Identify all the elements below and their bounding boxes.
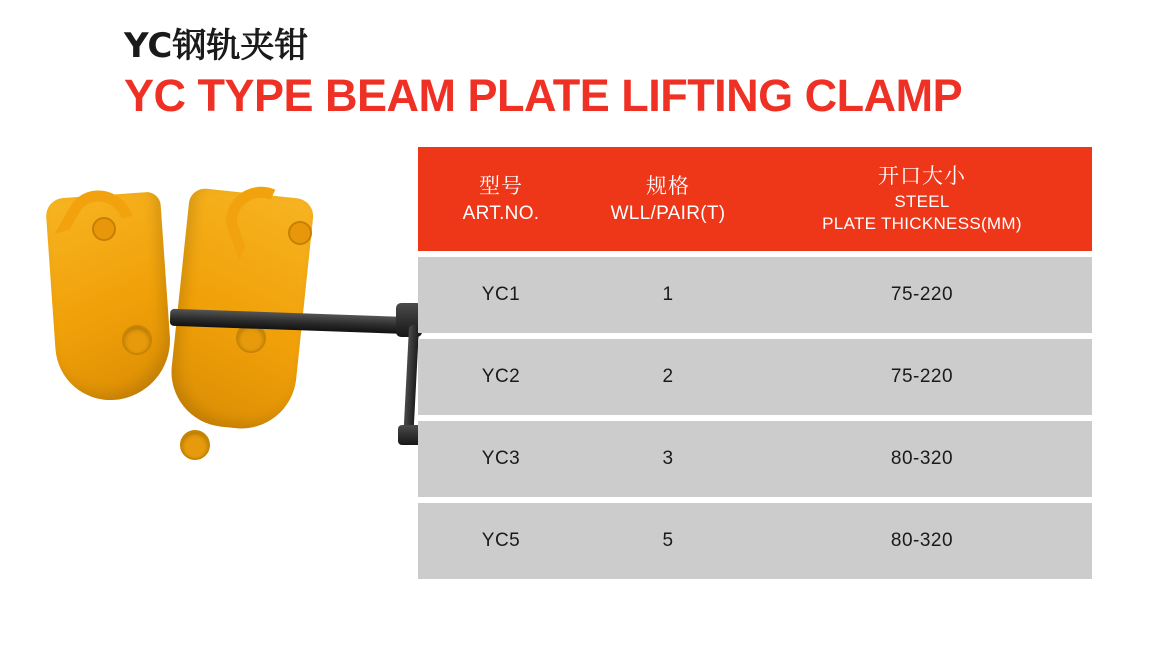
cell-wll: 3 xyxy=(584,421,752,497)
product-image xyxy=(30,175,430,475)
cell-model: YC1 xyxy=(418,257,584,333)
clamp-pin-left xyxy=(92,217,116,241)
clamp-hole-bottom xyxy=(180,430,210,460)
column-header-model xyxy=(418,147,584,251)
column-header-wll-en: WLL/PAIR(T) xyxy=(610,202,726,224)
specification-table xyxy=(418,141,1092,585)
title-block xyxy=(124,24,1124,122)
column-header-thickness xyxy=(752,147,1092,251)
column-header-wll xyxy=(584,147,752,251)
page-title-english: YC TYPE BEAM PLATE LIFTING CLAMP xyxy=(124,70,963,121)
cell-thickness: 75-220 xyxy=(752,339,1092,415)
cell-wll: 5 xyxy=(584,503,752,579)
table-row xyxy=(418,503,1092,579)
column-header-model-en: ART.NO. xyxy=(462,202,540,224)
clamp-pin-right xyxy=(288,221,312,245)
cell-wll: 1 xyxy=(584,257,752,333)
column-header-model-cn: 型号 xyxy=(479,173,523,198)
cell-model: YC2 xyxy=(418,339,584,415)
table-body xyxy=(418,257,1092,579)
column-header-thickness-cn: 开口大小 xyxy=(878,164,966,188)
column-header-thickness-en2: PLATE THICKNESS(MM) xyxy=(822,214,1022,233)
cell-model: YC5 xyxy=(418,503,584,579)
column-header-wll-cn: 规格 xyxy=(646,173,690,198)
table-row xyxy=(418,421,1092,497)
cell-thickness: 80-320 xyxy=(752,421,1092,497)
cell-model: YC3 xyxy=(418,421,584,497)
cell-thickness: 80-320 xyxy=(752,503,1092,579)
table-header-row xyxy=(418,147,1092,251)
column-header-thickness-en: STEEL xyxy=(894,192,950,211)
table-row xyxy=(418,339,1092,415)
table-header xyxy=(418,147,1092,251)
page-title-chinese: YC钢轨夹钳 xyxy=(124,26,309,66)
cell-thickness: 75-220 xyxy=(752,257,1092,333)
clamp-hole-left xyxy=(122,325,152,355)
table-row xyxy=(418,257,1092,333)
cell-wll: 2 xyxy=(584,339,752,415)
